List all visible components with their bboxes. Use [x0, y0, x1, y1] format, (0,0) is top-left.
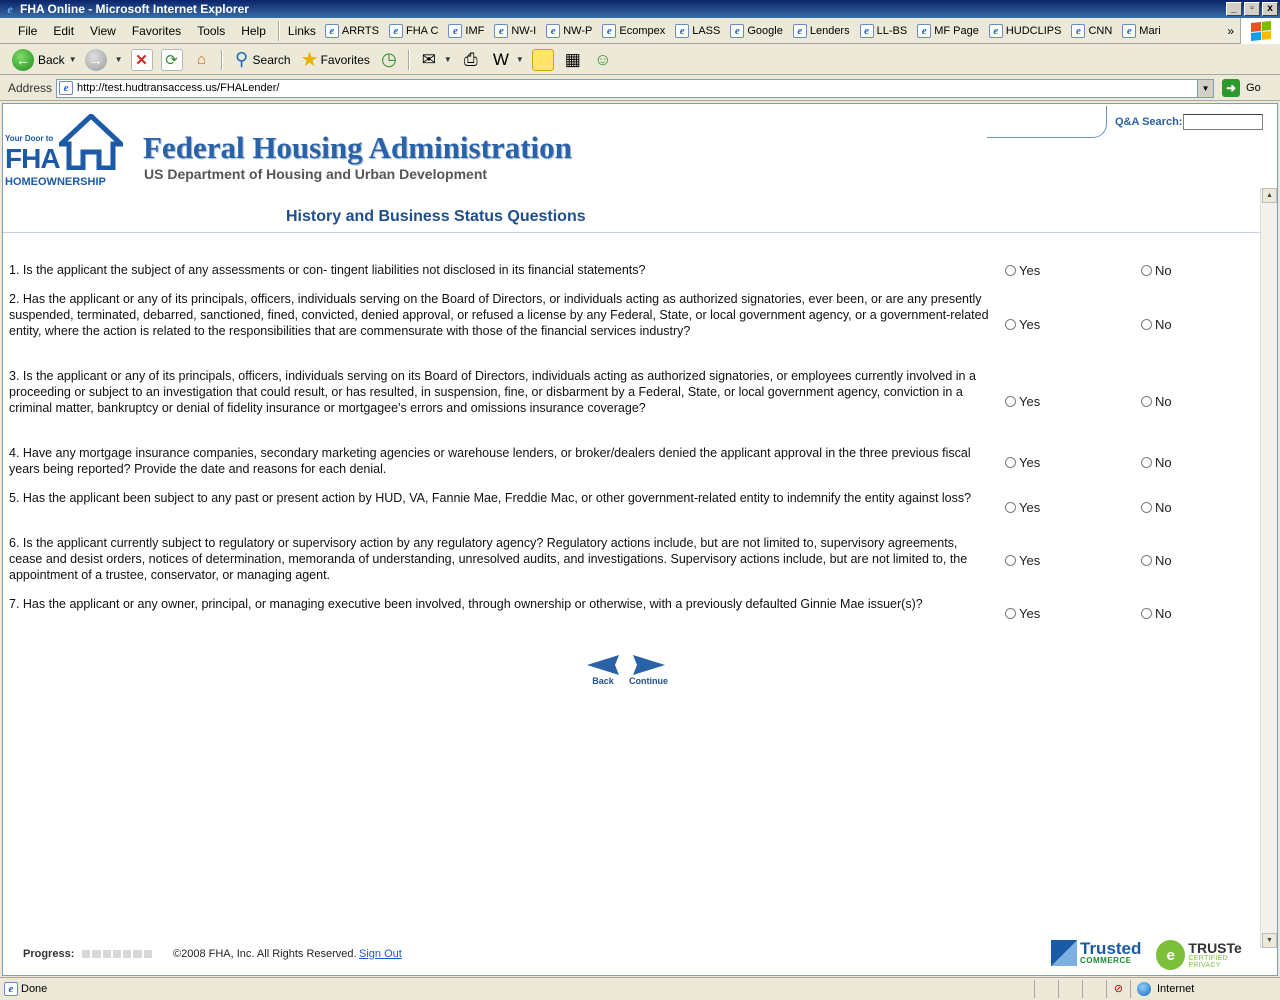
house-logo-icon: [59, 114, 123, 170]
favorites-label: Favorites: [320, 52, 370, 67]
link-ecompex[interactable]: [597, 24, 670, 38]
trusted-commerce-icon: [1051, 940, 1077, 966]
back-nav-button[interactable]: [587, 655, 619, 686]
vertical-scrollbar[interactable]: [1260, 188, 1277, 948]
zone-label: Internet: [1157, 982, 1195, 995]
mail-button[interactable]: [414, 47, 456, 73]
radio-circle: [1005, 555, 1016, 566]
favorites-star-icon: ★: [300, 49, 319, 71]
home-icon: ⌂: [197, 51, 207, 68]
toolbar-separator: [408, 50, 410, 70]
popup-blocked-icon[interactable]: ⊘: [1106, 980, 1130, 998]
stop-button[interactable]: [127, 47, 157, 73]
close-button[interactable]: x: [1262, 2, 1278, 16]
link-mari[interactable]: [1117, 24, 1165, 38]
stop-icon: ✕: [131, 49, 153, 71]
continue-arrow-icon: [633, 655, 665, 675]
link-label: LL-BS: [876, 24, 908, 37]
discuss-button[interactable]: [528, 47, 558, 73]
menu-bar: [0, 18, 274, 43]
q1-yes-radio[interactable]: [1005, 263, 1040, 278]
link-label: FHA C: [406, 24, 439, 37]
link-google[interactable]: [725, 24, 787, 38]
yes-label: Yes: [1019, 263, 1041, 278]
links-label: Links: [287, 23, 316, 38]
q3-yes-radio[interactable]: [1005, 394, 1040, 409]
link-label: HUDCLIPS: [1005, 24, 1062, 37]
menu-separator: [278, 21, 280, 41]
scroll-down-icon[interactable]: ▼: [1262, 933, 1277, 948]
status-cell: [1034, 980, 1058, 998]
radio-circle: [1141, 396, 1152, 407]
messenger-button[interactable]: [588, 47, 618, 73]
link-label: IMF: [465, 24, 485, 37]
radio-circle: [1141, 555, 1152, 566]
address-dropdown-icon[interactable]: ▼: [1197, 80, 1213, 97]
page-footer: [3, 930, 1261, 976]
messenger-icon: ☺: [594, 49, 612, 69]
word-icon: W: [492, 49, 509, 69]
truste-sub-label: CERTIFIED PRIVACY: [1188, 955, 1228, 969]
logo-homeownership: HOMEOWNERSHIP: [5, 176, 106, 188]
windows-flag-icon: [1251, 20, 1271, 40]
q4-yes-radio[interactable]: [1005, 455, 1040, 470]
yes-label: Yes: [1019, 606, 1041, 621]
address-input[interactable]: [56, 79, 1214, 98]
fha-logo[interactable]: [3, 110, 127, 188]
link-fha-c[interactable]: [384, 24, 443, 38]
link-label: Google: [747, 24, 783, 37]
menu-favorites[interactable]: Favorites: [131, 23, 182, 38]
question-text: 6. Is the applicant currently subject to regulatory or supervisory action by any regulatory agency? Regulatory actions include, but are not limited to, supervisory agreements, cease and desist orders, notices of determination, memoranda of understanding, unresolved audits, and investigations. Supervisory actions include, but are not limited to, the appointment of a trustee, conservator, or managing agent.: [9, 536, 968, 582]
link-label: MF Page: [934, 24, 979, 37]
ie-page-icon: e: [389, 24, 403, 38]
link-label: CNN: [1088, 24, 1113, 37]
yes-label: Yes: [1019, 317, 1041, 332]
truste-label: TRUSTe: [1188, 940, 1242, 956]
radio-circle: [1005, 319, 1016, 330]
status-bar: [0, 977, 1280, 999]
go-arrow-icon: ➜: [1222, 79, 1240, 97]
q7-yes-radio[interactable]: [1005, 606, 1040, 621]
link-label: LASS: [692, 24, 721, 37]
back-button[interactable]: [8, 47, 81, 73]
logo-fha-text: FHA: [5, 143, 60, 174]
link-label: ARRTS: [341, 24, 379, 37]
search-button[interactable]: [227, 47, 295, 73]
link-mf-page[interactable]: [912, 24, 984, 38]
ie-page-icon: e: [494, 24, 508, 38]
radio-circle: [1141, 457, 1152, 468]
standard-toolbar: [0, 45, 1280, 75]
q5-no-radio[interactable]: [1141, 500, 1172, 515]
truste-badge[interactable]: [1156, 940, 1261, 970]
status-cell: [1082, 980, 1106, 998]
ie-page-icon: e: [546, 24, 560, 38]
ie-page-icon: e: [448, 24, 462, 38]
trusted-commerce-badge[interactable]: [1051, 940, 1141, 966]
link-hudclips[interactable]: [984, 24, 1067, 38]
q6-no-radio[interactable]: [1141, 553, 1172, 568]
q4-no-radio[interactable]: [1141, 455, 1172, 470]
favorites-button[interactable]: [295, 47, 374, 73]
radio-circle: [1141, 502, 1152, 513]
edit-dropdown-icon[interactable]: ▼: [515, 55, 524, 64]
no-label: No: [1155, 500, 1172, 515]
question-text: 5. Has the applicant been subject to any past or present action by HUD, VA, Fannie Mae, Freddie Mac, or other government-related entity to indemnify the entity against loss?: [9, 491, 972, 505]
question-text: 2. Has the applicant or any of its principals, officers, individuals serving on the Board of Directors, or individuals acting as authorized signatories, ever been, or are any presently suspended, terminated, debarred, sanctioned, fined, convicted, denied approval, or refused a license by any Federal, State, or local government agency, or a government-related entity, where the action is related to the responsibilities that are commensurate with those of the financial services industry?: [9, 292, 989, 338]
radio-circle: [1141, 319, 1152, 330]
menu-file[interactable]: File: [18, 23, 38, 38]
link-label: Mari: [1139, 24, 1161, 37]
no-label: No: [1155, 606, 1172, 621]
ie-page-icon: e: [59, 81, 73, 95]
note-icon: [532, 49, 554, 71]
status-text: Done: [21, 982, 48, 995]
radio-circle: [1005, 396, 1016, 407]
no-label: No: [1155, 317, 1172, 332]
link-imf[interactable]: [443, 24, 489, 38]
link-nw-i[interactable]: [489, 24, 541, 38]
yes-label: Yes: [1019, 500, 1041, 515]
security-zone[interactable]: [1130, 980, 1280, 998]
sign-out-link[interactable]: Sign Out: [359, 948, 402, 960]
q6-yes-radio[interactable]: [1005, 553, 1040, 568]
site-subtitle: US Department of Housing and Urban Development: [144, 166, 488, 182]
print-button[interactable]: [456, 47, 486, 73]
back-arrow-icon: [587, 655, 619, 675]
ie-page-icon: e: [989, 24, 1003, 38]
window-controls: [1226, 2, 1278, 16]
link-nw-p[interactable]: [541, 24, 597, 38]
refresh-button[interactable]: [157, 47, 187, 73]
radio-circle: [1005, 457, 1016, 468]
research-icon: ▦: [564, 49, 581, 69]
no-label: No: [1155, 263, 1172, 278]
question-text: 7. Has the applicant or any owner, principal, or managing executive been involved, through ownership or otherwise, with a previously defaulted Ginnie Mae issuer(s)?: [9, 597, 923, 611]
address-bar: [0, 76, 1280, 101]
continue-nav-label: Continue: [629, 676, 668, 686]
mail-icon: ✉: [421, 49, 437, 69]
search-label: Search: [252, 52, 291, 67]
ie-page-icon: e: [325, 24, 339, 38]
q3-no-radio[interactable]: [1141, 394, 1172, 409]
refresh-icon: ⟳: [161, 49, 183, 71]
question-text: 4. Have any mortgage insurance companies, secondary marketing agencies or warehouse lenders, or broker/dealers denied the applicant approval in the three previous fiscal years being reported? Provide the date and reasons for each denial.: [9, 446, 971, 476]
mail-dropdown-icon[interactable]: ▼: [443, 55, 452, 64]
maximize-button[interactable]: ▫: [1244, 2, 1260, 16]
link-lass[interactable]: [670, 24, 725, 38]
link-ll-bs[interactable]: [855, 24, 913, 38]
print-icon: ⎙: [464, 49, 478, 69]
no-label: No: [1155, 394, 1172, 409]
windows-logo: [1240, 18, 1280, 44]
yes-label: Yes: [1019, 455, 1041, 470]
window-title: FHA Online - Microsoft Internet Explorer: [20, 2, 249, 16]
ie-icon: e: [7, 1, 13, 16]
radio-circle: [1005, 608, 1016, 619]
link-label: NW-I: [511, 24, 537, 37]
link-label: NW-P: [563, 24, 593, 37]
research-button[interactable]: [558, 47, 588, 73]
links-more-chevron[interactable]: »: [1227, 23, 1234, 38]
yes-label: Yes: [1019, 394, 1041, 409]
back-nav-label: Back: [592, 676, 614, 686]
trusted-sub-label: COMMERCE: [1080, 956, 1132, 965]
search-icon: ⚲: [234, 49, 249, 69]
qa-search-label: Q&A Search:: [1115, 116, 1183, 128]
ie-page-icon: e: [1071, 24, 1085, 38]
window-titlebar: [0, 0, 1280, 18]
ie-page-icon: e: [860, 24, 874, 38]
go-button[interactable]: [1222, 79, 1261, 97]
home-button[interactable]: [187, 47, 217, 73]
address-url: http://test.hudtransaccess.us/FHALender/: [77, 82, 280, 94]
menu-edit[interactable]: Edit: [53, 23, 75, 38]
q1-no-radio[interactable]: [1141, 263, 1172, 278]
forward-button[interactable]: [81, 47, 127, 73]
forward-dropdown-icon[interactable]: ▼: [114, 55, 123, 64]
q2-yes-radio[interactable]: [1005, 317, 1040, 332]
yes-label: Yes: [1019, 553, 1041, 568]
truste-seal-icon: e: [1156, 940, 1185, 970]
go-label: Go: [1246, 82, 1261, 94]
question-text: 1. Is the applicant the subject of any assessments or con- tingent liabilities not disclosed in its financial statements?: [9, 263, 646, 277]
edit-word-button[interactable]: [486, 47, 528, 73]
radio-circle: [1005, 265, 1016, 276]
back-arrow-icon: ←: [12, 49, 34, 71]
q5-yes-radio[interactable]: [1005, 500, 1040, 515]
status-cell: [1058, 980, 1082, 998]
qa-search-input[interactable]: [1183, 114, 1263, 130]
menu-row: [0, 18, 1280, 44]
no-label: No: [1155, 553, 1172, 568]
link-label: Lenders: [809, 24, 850, 37]
link-cnn[interactable]: [1066, 24, 1117, 38]
back-label: Back: [38, 52, 65, 67]
page-viewport: [2, 103, 1278, 976]
toolbar-separator: [221, 50, 223, 70]
radio-circle: [1141, 608, 1152, 619]
site-header: [3, 104, 1261, 188]
history-button[interactable]: [374, 47, 404, 73]
ie-page-icon: e: [917, 24, 931, 38]
link-arrts[interactable]: [320, 24, 384, 38]
q7-no-radio[interactable]: [1141, 606, 1172, 621]
site-title: Federal Housing Administration: [143, 130, 572, 165]
menu-tools[interactable]: Tools: [197, 23, 226, 38]
title-divider: [3, 232, 1261, 233]
header-decoration: [987, 106, 1107, 138]
ie-page-icon: e: [793, 24, 807, 38]
page-title: History and Business Status Questions: [286, 208, 586, 225]
q2-no-radio[interactable]: [1141, 317, 1172, 332]
question-text: 3. Is the applicant or any of its principals, officers, individuals serving on its Board of Directors, individuals acting as authorized signatories, or employees currently involved in a proceeding or subject to an investigation that could result, or has resulted, in suspension, fine, or disbarment by a Federal, State, or local government agency, conviction in a criminal matter, bankruptcy or denial of fidelity insurance or mortgagee's errors and omissions insurance coverage?: [9, 369, 976, 415]
ie-page-icon: e: [1122, 24, 1136, 38]
ie-page-icon: e: [602, 24, 616, 38]
address-label: Address: [8, 81, 53, 95]
back-dropdown-icon[interactable]: ▼: [68, 55, 77, 64]
copyright-text: ©2008 FHA, Inc. All Rights Reserved.: [173, 948, 357, 960]
internet-globe-icon: [1137, 982, 1151, 996]
progress-bar: [82, 950, 152, 958]
menu-view[interactable]: View: [90, 23, 116, 38]
no-label: No: [1155, 455, 1172, 470]
link-lenders[interactable]: [788, 24, 855, 38]
continue-nav-button[interactable]: [629, 655, 668, 686]
page-done-icon: e: [4, 982, 18, 996]
history-icon: ◷: [381, 49, 397, 69]
ie-page-icon: e: [675, 24, 689, 38]
radio-circle: [1005, 502, 1016, 513]
progress-label: Progress:: [23, 948, 75, 960]
scroll-up-icon[interactable]: ▲: [1262, 188, 1277, 203]
radio-circle: [1141, 265, 1152, 276]
link-label: Ecompex: [619, 24, 666, 37]
logo-tagline: Your Door to: [5, 134, 54, 143]
forward-arrow-icon: →: [85, 49, 107, 71]
trusted-label: Trusted: [1080, 939, 1142, 958]
menu-help[interactable]: Help: [241, 23, 266, 38]
form-navigation: [587, 655, 668, 686]
ie-page-icon: e: [730, 24, 744, 38]
minimize-button[interactable]: _: [1226, 2, 1242, 16]
status-text-area: [0, 982, 1034, 996]
